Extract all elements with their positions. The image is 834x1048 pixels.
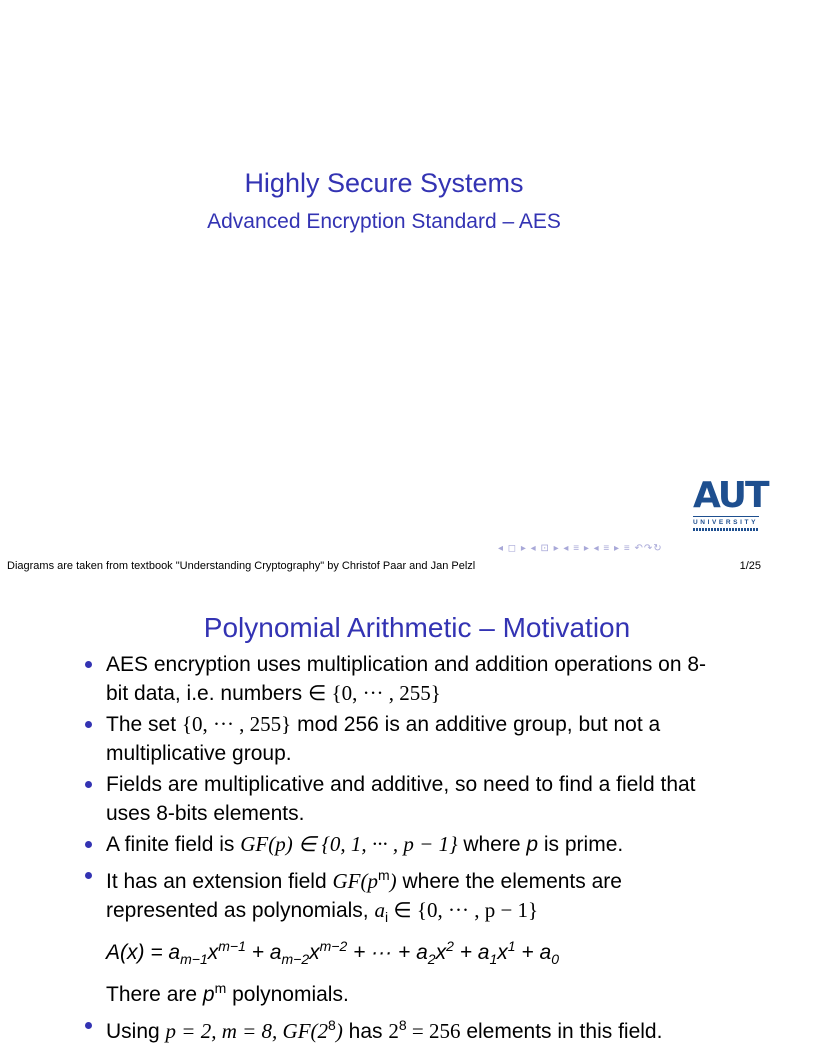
- bullet-list: [84, 650, 724, 1048]
- list-item: AES encryption uses multiplication and addition operations on 8-bit data, i.e. numbers ∈ {0, ··· , 255}: [84, 650, 724, 708]
- presentation-subtitle: Advanced Encryption Standard – AES: [207, 210, 561, 233]
- logo-rule: [693, 516, 759, 517]
- logo-subtext: UNIVERSITY: [693, 519, 759, 526]
- footer-credit: Diagrams are taken from textbook "Understanding Cryptography" by Christof Paar and Jan Pelzl: [7, 560, 476, 572]
- polynomial-expression: $A(x) = a_{m-1}x^{m-1} + a_{m-2}x^{m-2}$ + ··· + $a_2x^2 + a_1x^1 + a_0$: [106, 938, 559, 968]
- page-number: 1/25: [739, 560, 761, 572]
- list-item: It has an extension field $GF(p^m)$ where the elements are represented as polynomials, $a_i$ ∈ {0, ··· , p − 1} $A(x) = a_{m-1}x^{m-1} + a_{m-2}x^{m-2}$ + ··· + $a_2x^2 + a_1x^1 + a_0$ There are $p^m$ polynomials.: [84, 861, 724, 1009]
- beamer-navigation-bar[interactable]: ◂ ◻ ▸ ◂ ⊡ ▸ ◂ ≡ ▸ ◂ ≡ ▸ ≡ ↶↷↻: [498, 543, 663, 554]
- list-item: Fields are multiplicative and additive, so need to find a field that uses 8-bits elements.: [84, 770, 724, 828]
- polynomial-count: There are $p^m$ polynomials.: [106, 980, 349, 1007]
- frame-title: Polynomial Arithmetic – Motivation: [203, 612, 631, 643]
- presentation-title: Highly Secure Systems: [244, 168, 524, 198]
- logo-tagline: [693, 528, 759, 531]
- list-item: The set {0, ··· , 255} mod 256 is an additive group, but not a multiplicative group.: [84, 710, 724, 768]
- list-item: A finite field is GF(p) ∈ {0, 1, ··· , p − 1} where p is prime.: [84, 830, 724, 859]
- content-slide: [0, 583, 768, 1044]
- aut-university-logo: [693, 475, 768, 531]
- logo-wordmark: AUT: [693, 475, 768, 516]
- list-item: Using p = 2, m = 8, $GF(2^8)$ has $2^8 = 256$ elements in this field.: [84, 1011, 724, 1046]
